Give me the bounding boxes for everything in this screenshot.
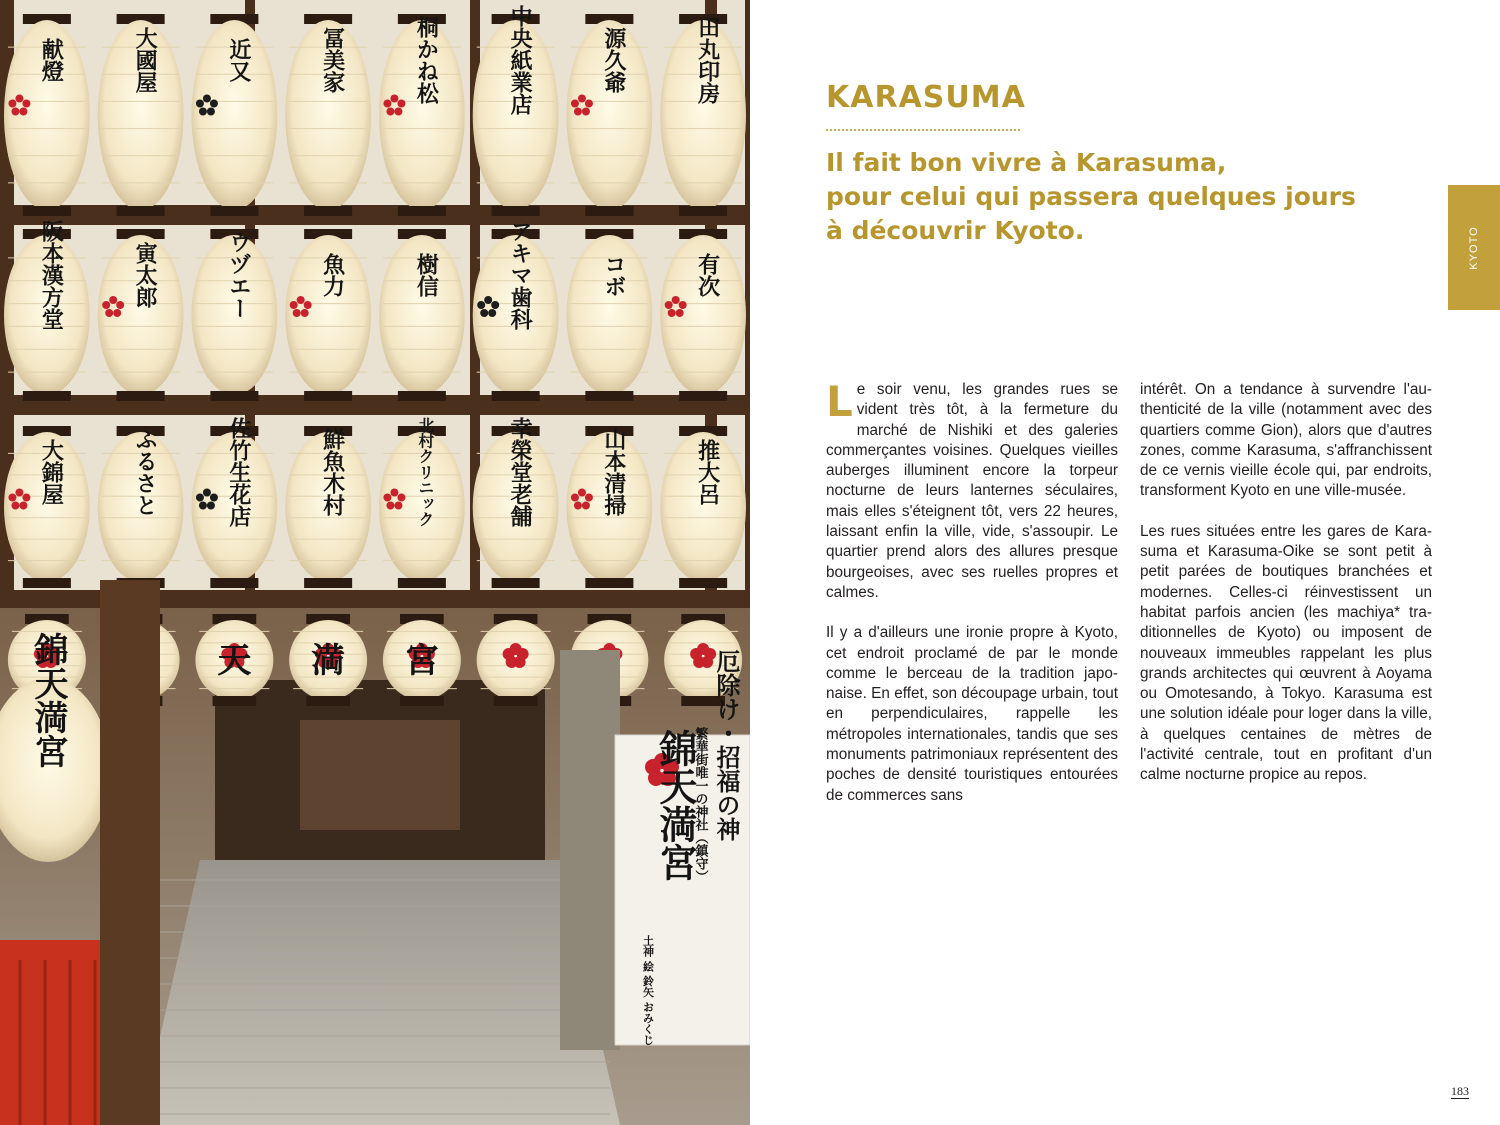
- lantern-text: 献燈: [38, 38, 64, 82]
- lantern-text: 山本清掃: [600, 428, 626, 516]
- lantern-text: ふるさと: [132, 428, 158, 516]
- lantern-text: アキマ歯科: [507, 220, 533, 330]
- lantern-text: 桐かね松: [413, 16, 439, 104]
- lantern-text: 樹信: [413, 253, 439, 297]
- sign-main-text: 錦天満宮: [653, 729, 697, 881]
- subtitle-line: à découvrir Kyoto.: [826, 216, 1085, 245]
- page-subtitle: [826, 146, 1356, 248]
- lantern-text: ウヅエー: [225, 231, 251, 319]
- lantern-text: 有次: [694, 253, 720, 297]
- sign-side-text: 厄除け・招福の神: [712, 649, 740, 841]
- lantern-text: 天: [217, 641, 252, 681]
- lantern-text: 寅太郎: [132, 242, 158, 308]
- lantern-text: 宮: [404, 641, 439, 681]
- lantern-text: 魚力: [319, 253, 345, 297]
- body-paragraph: Il y a d'ailleurs une ironie propre à Kyoto, cet endroit proclamé de par le monde comme le berceau de la tradition japonaise. En effet, son découpage urbain, tout en perpendiculaires, rappelle les métropoles internationales, tandis que ses monuments patrimoniaux représentent des poches de densité touristiques entourées de commerces sans: [826, 624, 1118, 804]
- rack-beam: [0, 205, 750, 225]
- lantern-text: コボ: [600, 253, 626, 297]
- lantern-text: 錦天満宮: [28, 632, 68, 768]
- lantern-text: 田丸印房: [694, 16, 720, 104]
- lantern-text: 推大呂: [694, 439, 720, 505]
- rack-beam: [0, 395, 750, 415]
- body-column-right: [1140, 380, 1432, 806]
- chapter-tab-label: KYOTO: [1468, 225, 1480, 270]
- lantern-text: 北村クリニック: [416, 417, 436, 527]
- drop-cap: L: [826, 377, 853, 426]
- lantern-text: 大錦屋: [38, 439, 64, 505]
- sign-sub-text: 繁華街唯一の神社（鎮守）: [692, 727, 708, 883]
- body-column-left: [826, 377, 1118, 826]
- body-paragraph: Les rues situées entre les gares de Karasuma et Karasuma-Oike se sont petit à petit parées de boutiques branchées et modernes. Celles-ci réinvestissent un habitat parfois ancien (les machiya* traditionnelles de Kyoto) ou imposent de nouveaux immeubles rappelant les plus grands architectes qui œuvrent à Aoyama ou Omotesando, à Tokyo. Karasuma est une solution idéale pour loger dans la ville, à quelques centaines de mètres de l'activité centrale, tout en profitant d'un calme nocturne propice au repos.: [1140, 522, 1432, 784]
- lantern-text: 満: [311, 641, 346, 681]
- title-divider: [826, 129, 1020, 131]
- body-paragraph: [826, 377, 1118, 603]
- lantern-text: 源久爺: [600, 27, 626, 93]
- lantern-text: 近又: [225, 38, 251, 82]
- body-paragraph: intérêt. On a tendance à survendre l'authenticité de la ville (notamment avec des quartiers comme Gion), alors que d'autres zones, comme Karasuma, s'affranchissent de ce vernis vieille école qui, par endroits, transforment Kyoto en une ville-musée.: [1140, 381, 1432, 500]
- subtitle-line: Il fait bon vivre à Karasuma,: [826, 148, 1227, 177]
- sign-bottom-text: 土神 絵 鈴矢 おみくじ: [641, 934, 655, 1046]
- subtitle-line: pour celui qui passera quelques jours: [826, 182, 1356, 211]
- lantern-text: 冨美家: [319, 27, 345, 93]
- lantern-text: 幸榮堂老舗: [507, 417, 533, 527]
- lantern-text: 鮮魚木村: [319, 428, 345, 516]
- lantern-text: 阪本漢方堂: [38, 220, 64, 330]
- lantern-text: 中央紙業店: [507, 5, 533, 115]
- chapter-tab: [1448, 185, 1500, 310]
- page-title: KARASUMA: [826, 80, 1026, 115]
- lantern-text: 大國屋: [132, 27, 158, 93]
- page-number: 183: [1451, 1084, 1469, 1098]
- lantern-text: 佐竹生花店: [225, 417, 251, 527]
- paragraph-text: e soir venu, les grandes rues se vident très tôt, à la fermeture du marché de Nishiki et des galeries commerçantes voisines. Quelques vieilles auberges illuminent encore la torpeur nocturne de leurs lanternes séculaires, mais elles s'éteignent tôt, vers 22 heures, laissant enfin la ville, vide, s'assoupir. Le quartier prend alors des allures presque bourgeoises, avec ses ruelles propres et calmes.: [826, 381, 1118, 601]
